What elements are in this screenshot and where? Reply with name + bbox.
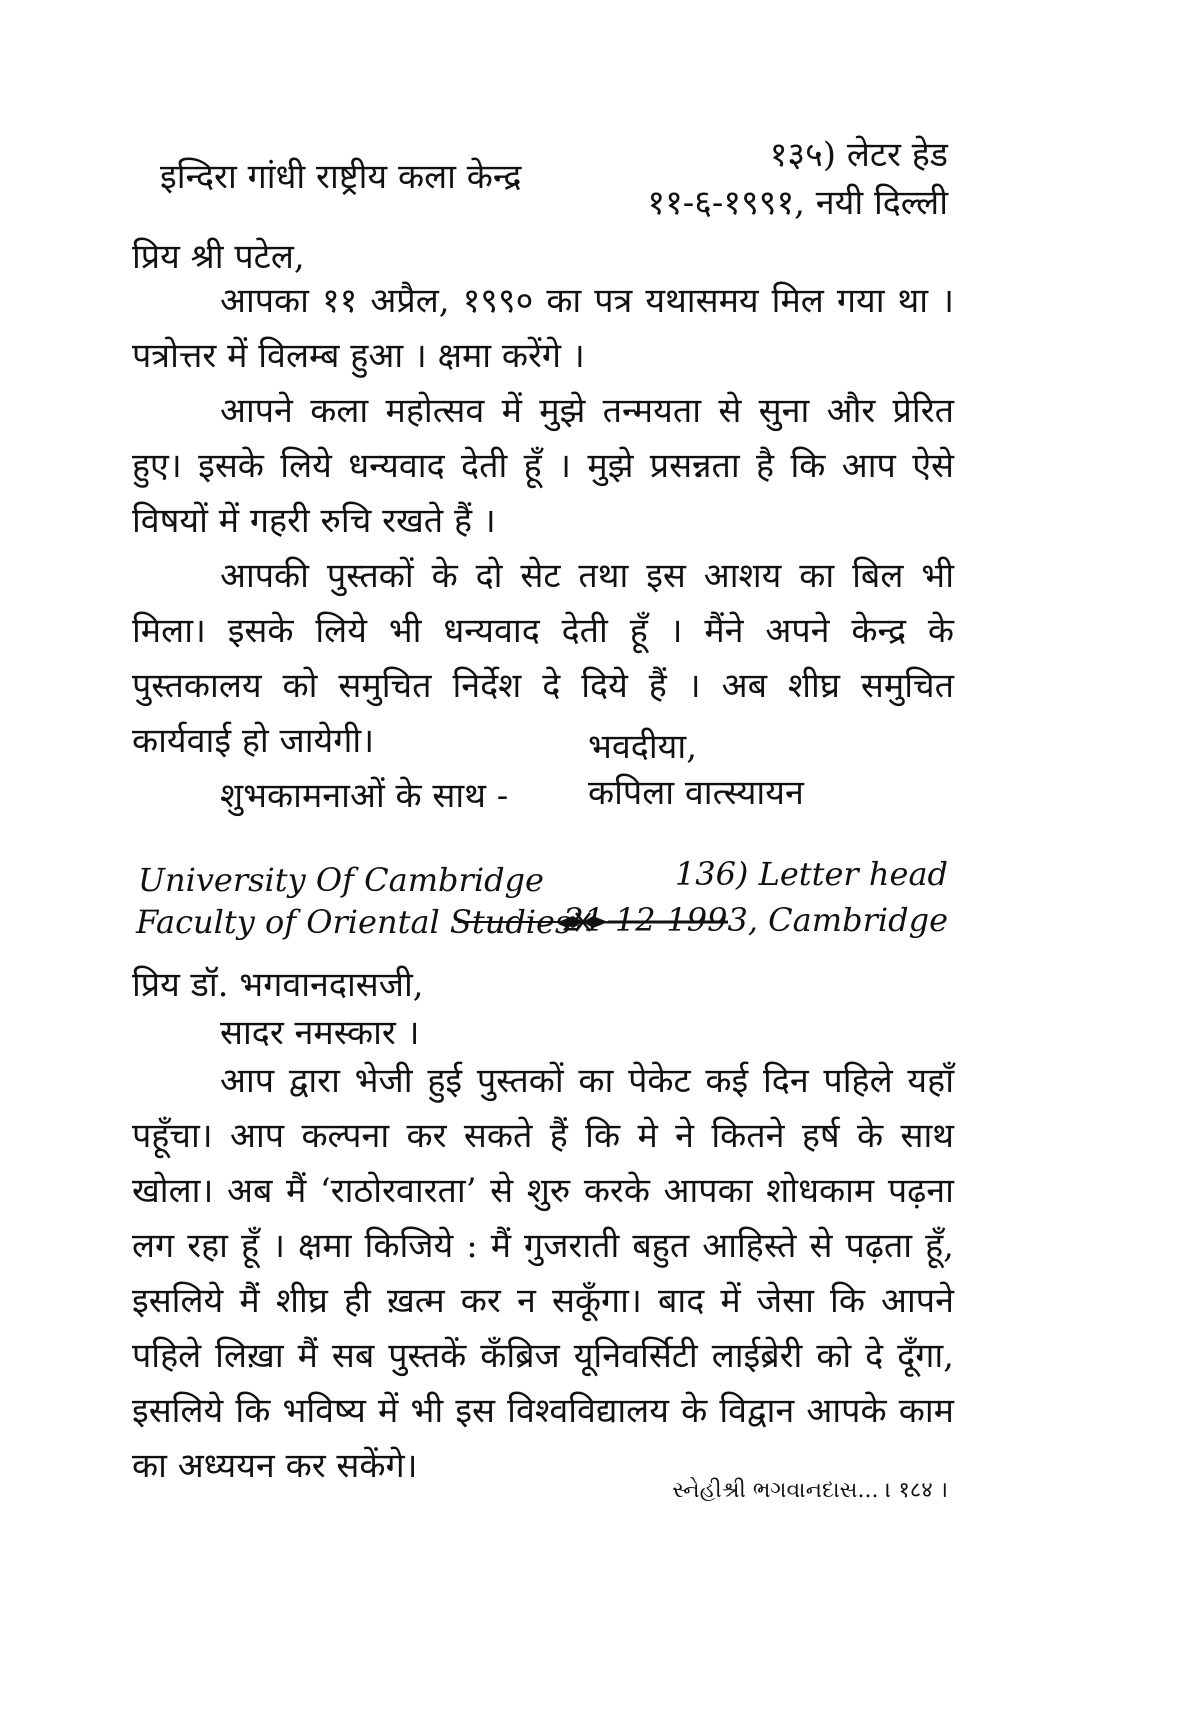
- letter1-number: १३५) लेटर हेड: [769, 135, 948, 175]
- footer-page-number: । १८४ ।: [885, 1478, 948, 1503]
- letter1-body: [132, 274, 954, 824]
- letter2-greeting: सादर नमस्कार ।: [220, 1013, 420, 1053]
- letter2-org-line1: University Of Cambridge: [138, 861, 544, 899]
- letter1-closing: भवदीया,: [588, 727, 697, 767]
- letter2-date: 21-12-1993, Cambridge: [563, 901, 948, 939]
- letter1-paragraph: आपने कला महोत्सव में मुझे तन्मयता से सुना और प्रेरित हुए। इसके लिये धन्यवाद देती हूँ । मुझे प्रसन्नता है कि आप ऐसे विषयों में गहरी रुचि रखते हैं ।: [132, 391, 954, 541]
- letter1-org: इन्दिरा गांधी राष्ट्रीय कला केन्द्र: [160, 157, 522, 197]
- letter2-body: [132, 1054, 954, 1494]
- page-footer: [672, 1480, 948, 1502]
- letter2-org-line2: Faculty of Oriental Studies: [136, 903, 572, 941]
- letter1-signatory: कपिला वात्स्यायन: [588, 773, 804, 813]
- letter2-paragraph: आप द्वारा भेजी हुई पुस्तकों का पेकेट कई दिन पहिले यहाँ पहूँचा। आप कल्पना कर सकते हैं कि मे ने कितने हर्ष के साथ खोला। अब मैं ‘राठोरवारता’ से शुरु करके आपका शोधकाम पढ़ना लग रहा हूँ । क्षमा किजिये : मैं गुजराती बहुत आहिस्ते से पढ़ता हूँ, इसलिये मैं शीघ्र ही ख़त्म कर न सकूँगा। बाद में जेसा कि आपने पहिले लिख़ा मैं सब पुस्तकें कॅंब्रिज यूनिवर्सिटी लाईब्रेरी को दे दूँगा, इसलिये कि भविष्य में भी इस विश्वविद्यालय के विद्वान आपके काम का अध्ययन कर सकेंगे।: [132, 1061, 954, 1486]
- letter1-paragraph: आपका ११ अप्रैल, १९९० का पत्र यथासमय मिल गया था । पत्रोत्तर में विलम्ब हुआ । क्षमा करेंगे ।: [132, 281, 954, 376]
- letter1-date: ११-६-१९९१, नयी दिल्ली: [647, 183, 948, 223]
- letter2-number: 136) Letter head: [674, 855, 948, 893]
- letter1-salutation: प्रिय श्री पटेल,: [132, 237, 305, 277]
- letter1-paragraph: आपकी पुस्तकों के दो सेट तथा इस आशय का बिल भी मिला। इसके लिये भी धन्यवाद देती हूँ । मैंने अपने केन्द्र के पुस्तकालय को समुचित निर्देश दे दिये हैं । अब शीघ्र समुचित कार्यवाई हो जायेगी।: [132, 556, 954, 761]
- letter2-salutation: प्रिय डॉ. भगवानदासजी,: [132, 965, 424, 1005]
- letter1-paragraph: शुभकामनाओं के साथ -: [220, 776, 509, 816]
- footer-book-title: સ્નેહીશ્રી ભગવાનદાસ...: [672, 1478, 879, 1503]
